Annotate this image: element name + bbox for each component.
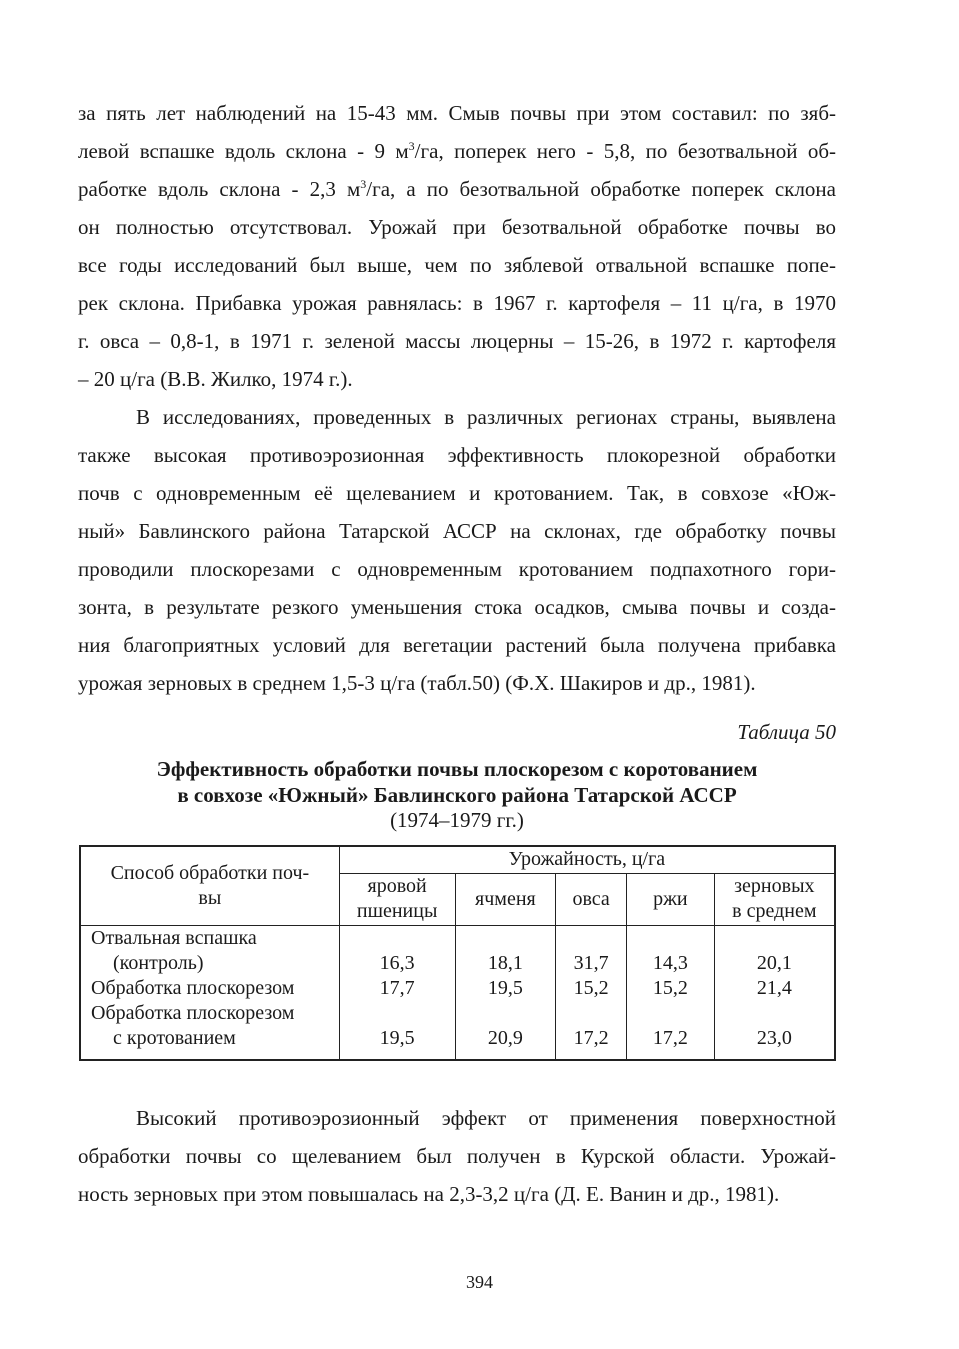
text-line: также высокая противоэрозионная эффективность плокорезной обработки (78, 443, 836, 467)
method-cell: Обработка плоскорезом с кротованием (80, 1001, 339, 1060)
text-line: ность зерновых при этом повышалась на 2,3-3,2 ц/га (Д. Е. Ванин и др., 1981). (78, 1182, 780, 1206)
text-line: Высокий противоэрозионный эффект от применения поверхностной (136, 1106, 836, 1130)
value-cell: 20,1 (714, 925, 835, 976)
text-line: – 20 ц/га (В.В. Жилко, 1974 г.). (78, 367, 353, 391)
value-cell: 18,1 (455, 925, 556, 976)
value-cell: 19,5 (339, 1001, 455, 1060)
column-header: овса (556, 873, 627, 925)
text-line: он полностью отсутствовал. Урожай при безотвальной обработке почвы во (78, 215, 836, 239)
value-cell: 31,7 (556, 925, 627, 976)
table-title-line: Эффективность обработки почвы плоскорезом с коротованием (156, 757, 758, 781)
value-cell: 19,5 (455, 976, 556, 1001)
column-header: яровой пшеницы (339, 873, 455, 925)
text-line: г. овса – 0,8-1, в 1971 г. зеленой массы люцерны – 15-26, в 1972 г. картофеля (78, 329, 836, 353)
text-line: урожая зерновых в среднем 1,5-3 ц/га (табл.50) (Ф.Х. Шакиров и др., 1981). (78, 671, 756, 695)
text-line: ный» Бавлинского района Татарской АССР на склонах, где обработку почвы (78, 519, 836, 543)
column-header: ржи (627, 873, 715, 925)
method-cell: Обработка плоскорезом (80, 976, 339, 1001)
table-label: Таблица 50 (737, 720, 836, 744)
text-line: почв с одновременным её щелеванием и кротованием. Так, в совхозе «Юж- (78, 481, 836, 505)
paragraph-2 (78, 398, 836, 702)
column-header: зерновых в среднем (714, 873, 835, 925)
table-title-line: в совхозе «Южный» Бавлинского района Татарской АССР (177, 783, 737, 807)
paragraph-3 (78, 1099, 836, 1213)
value-cell: 21,4 (714, 976, 835, 1001)
text-line: рек склона. Прибавка урожая равнялась: в 1967 г. картофеля – 11 ц/га, в 1970 (78, 291, 836, 315)
table-row (80, 925, 835, 976)
method-column-header: Способ обработки поч- вы (80, 846, 339, 925)
value-cell: 17,2 (627, 1001, 715, 1060)
value-cell: 23,0 (714, 1001, 835, 1060)
table-years: (1974–1979 гг.) (390, 808, 524, 832)
text-line: за пять лет наблюдений на 15-43 мм. Смыв почвы при этом составил: по зяб- (78, 101, 836, 125)
value-cell: 20,9 (455, 1001, 556, 1060)
table-row (80, 1001, 835, 1060)
table-row (80, 976, 835, 1001)
text-line: работке вдоль склона - 2,3 $м^3/га$, а по безотвальной обработке поперек склона (78, 177, 836, 201)
yield-table (79, 845, 836, 1061)
text-line: зонта, в результате резкого уменьшения стока осадков, смыва почвы и созда- (78, 595, 836, 619)
table-title (78, 756, 836, 808)
page-number: 394 (466, 1272, 493, 1292)
text-line: все годы исследований был выше, чем по зяблевой отвальной вспашке попе- (78, 253, 836, 277)
value-cell: 17,7 (339, 976, 455, 1001)
column-header: ячменя (455, 873, 556, 925)
text-line: В исследованиях, проведенных в различных регионах страны, выявлена (136, 405, 836, 429)
method-cell: Отвальная вспашка (контроль) (80, 925, 339, 976)
text-line: обработки почвы со щелеванием был получен в Курской области. Урожай- (78, 1144, 836, 1168)
yield-group-header: Урожайность, ц/га (339, 846, 835, 873)
value-cell: 17,2 (556, 1001, 627, 1060)
value-cell: 16,3 (339, 925, 455, 976)
text-line: ния благоприятных условий для вегетации растений была получена прибавка (78, 633, 836, 657)
value-cell: 15,2 (627, 976, 715, 1001)
paragraph-1 (78, 94, 836, 398)
text-line: левой вспашке вдоль склона - 9 $м^3/га$, поперек него - 5,8, по безотвальной об- (78, 139, 836, 163)
value-cell: 14,3 (627, 925, 715, 976)
value-cell: 15,2 (556, 976, 627, 1001)
text-line: проводили плоскорезами с одновременным кротованием подпахотного гори- (78, 557, 836, 581)
